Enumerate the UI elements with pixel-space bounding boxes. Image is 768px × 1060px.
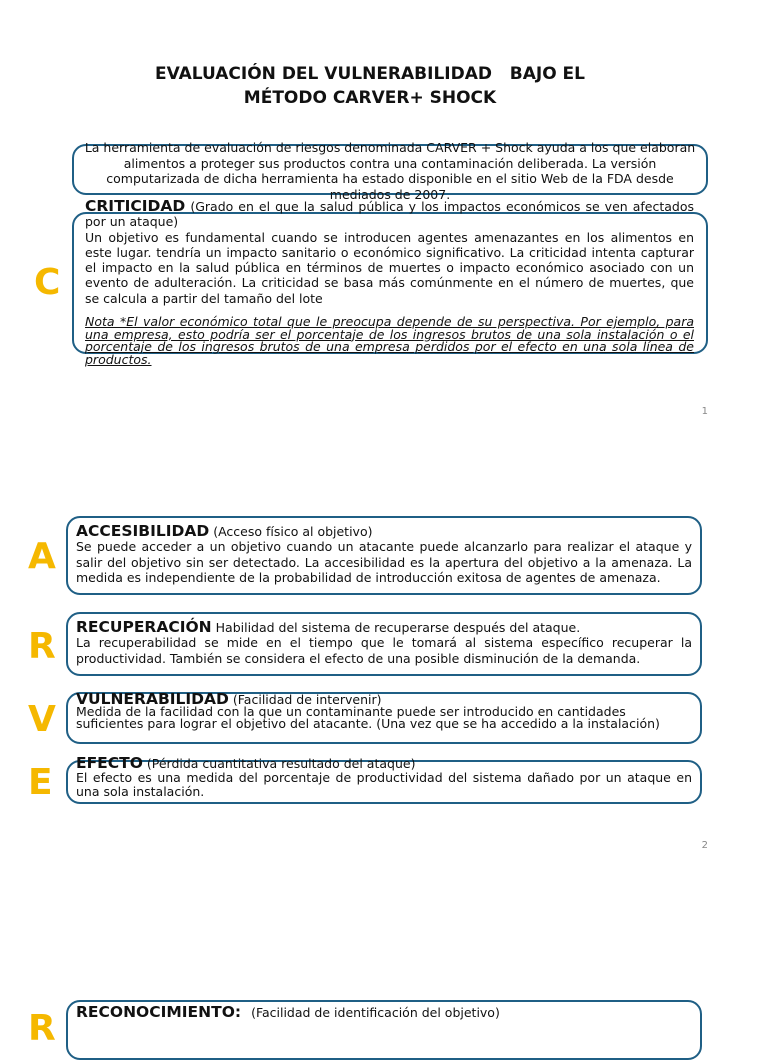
accesibilidad-body: Se puede acceder a un objetivo cuando un atacante puede alcanzarlo para realizar el ataque y salir del objetivo sin ser detectado. La accesibilidad es la apertura del objetivo a la amenaza. La medida es independiente de la probabilidad de introducción exitosa de agentes de amenaza.	[76, 539, 692, 585]
vulnerabilidad-body: Medida de la facilidad con la que un contaminante puede ser introducido en cantidades suficientes para lograr el objetivo del atacante. (Una vez que se ha accedido a la instalación)	[76, 704, 660, 731]
intro-text: La herramienta de evaluación de riesgos denominada CARVER + Shock ayuda a los que elaboran alimentos a proteger sus productos contra una contaminación deliberada. La versión computarizada de dicha herramienta ha estado disponible en el sitio Web de la FDA desde mediados de 2007.	[84, 140, 696, 202]
criticidad-heading: CRITICIDAD	[85, 197, 186, 215]
efecto-subtitle: (Pérdida cuantitativa resultado del ataque)	[146, 756, 416, 771]
page-number-2: 2	[701, 840, 708, 851]
vulnerabilidad-subtitle: (Facilidad de intervenir)	[232, 692, 382, 707]
criticidad-subtitle: (Grado en el que la salud pública y los impactos económicos se ven afectados por un ataque)	[85, 199, 694, 230]
recuperacion-subtitle: Habilidad del sistema de recuperarse después del ataque.	[215, 620, 581, 635]
letter-v: V	[28, 699, 56, 740]
recuperacion-section	[76, 620, 692, 666]
criticidad-header	[85, 199, 694, 230]
accesibilidad-section	[76, 524, 692, 585]
letter-r: R	[28, 626, 56, 667]
letter-e: E	[28, 762, 53, 803]
criticidad-section	[85, 199, 694, 366]
vulnerabilidad-section	[76, 690, 692, 731]
page-title	[0, 62, 740, 110]
efecto-heading: EFECTO	[76, 754, 143, 772]
letter-r-2: R	[28, 1008, 56, 1049]
vulnerabilidad-heading: VULNERABILIDAD	[76, 690, 229, 708]
recuperacion-body: La recuperabilidad se mide en el tiempo que le tomará al sistema específico recuperar la productividad. También se considera el efecto de una posible disminución de la demanda.	[76, 635, 692, 666]
efecto-header	[76, 756, 692, 771]
accesibilidad-header	[76, 524, 692, 539]
reconocimiento-heading: RECONOCIMIENTO:	[76, 1003, 242, 1021]
page-number-1: 1	[701, 406, 708, 417]
recuperacion-header	[76, 620, 692, 635]
criticidad-body: Un objetivo es fundamental cuando se introducen agentes amenazantes en los alimentos en este lugar. tendría un impacto sanitario o económico significativo. La criticidad intenta capturar el impacto en la salud pública en términos de muertes o impacto económico asociado con un evento de adulteración. La criticidad se basa más comúnmente en el número de muertes, que se calcula a partir del tamaño del lote	[85, 229, 694, 306]
criticidad-note: Nota *El valor económico total que le preocupa depende de su perspectiva. Por ejemplo, para una empresa, esto podría ser el porcentaje de los ingresos brutos de una sola instalación o el porcentaje de los ingresos brutos de una empresa perdidos por el efecto en una sola línea de productos.	[85, 314, 694, 367]
accesibilidad-subtitle: (Acceso físico al objetivo)	[213, 524, 373, 539]
reconocimiento-subtitle: (Facilidad de identificación del objetivo)	[251, 1005, 500, 1020]
title-line-1: EVALUACIÓN DEL VULNERABILIDAD BAJO EL	[154, 64, 586, 84]
letter-c: C	[34, 262, 61, 303]
letter-a: A	[28, 536, 56, 577]
efecto-section	[76, 756, 692, 799]
efecto-body: El efecto es una medida del porcentaje de productividad del sistema dañado por un ataque en una sola instalación.	[76, 770, 692, 799]
recuperacion-heading: RECUPERACIÓN	[76, 618, 212, 636]
reconocimiento-section	[76, 1005, 692, 1020]
accesibilidad-heading: ACCESIBILIDAD	[76, 522, 210, 540]
title-line-2: MÉTODO CARVER+ SHOCK	[243, 88, 497, 108]
